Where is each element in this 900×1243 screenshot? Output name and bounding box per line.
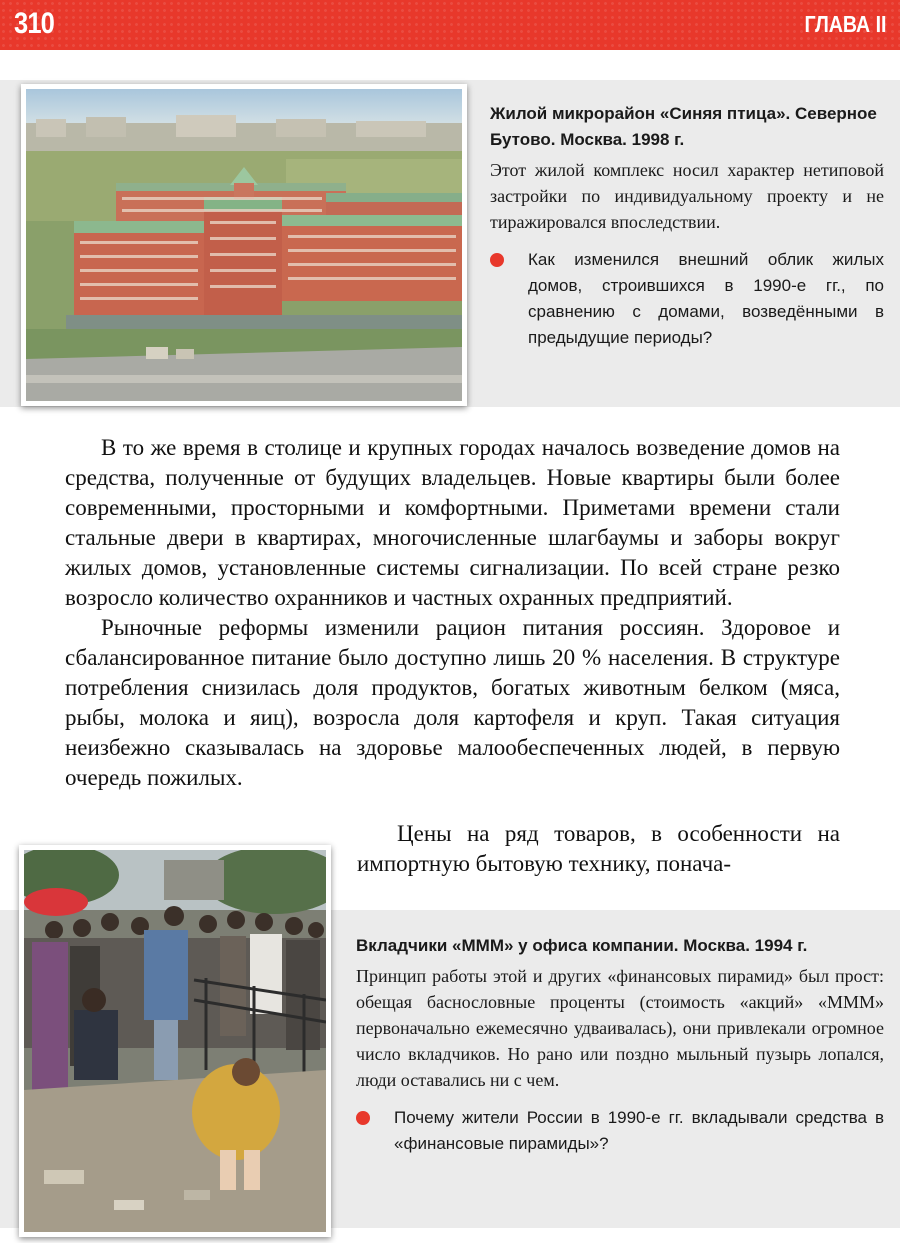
question-text: Как изменился внешний облик жилых домов, строившихся в 1990-е гг., по сравнению с домами, возведёнными в предыдущие периоды?: [528, 250, 884, 347]
question-text: Почему жители России в 1990-е гг. вкладывали средства в «финансовые пирамиды»?: [394, 1108, 884, 1153]
caption-residential-question: [490, 247, 884, 351]
bullet-dot-icon: [490, 253, 504, 267]
paragraph: Рыночные реформы изменили рацион питания россиян. Здоровое и сбалансированное питание было доступно лишь 20 % населения. В структуре потребления снизилась доля продуктов, богатых животным белком (мяса, рыбы, молока и яиц), возросла доля картофеля и круп. Такая ситуация неизбежно сказывалась на здоровье малообеспеченных людей, в первую очередь пожилых.: [65, 615, 840, 790]
caption-mmm-question: [356, 1105, 884, 1157]
photo-mmm-depositors: [19, 845, 331, 1237]
caption-residential-title: Жилой микрорайон «Синяя птица». Северное Бутово. Москва. 1998 г.: [490, 104, 877, 149]
residential-district-illustration: [26, 89, 462, 401]
paragraph-continuation: Цены на ряд товаров, в особенности на импортную бытовую технику, понача-: [357, 821, 840, 876]
paragraph: В то же время в столице и крупных городах началось возведение домов на средства, полученные от будущих владельцев. Новые квартиры были более современными, просторными и комфортными. Приметами времени стали стальные двери в квартирах, многочисленные шлагбаумы и заборы вокруг жилых домов, установленные системы сигнализации. По всей стране резко возросло количество охранников и частных охранных предприятий.: [65, 435, 840, 610]
caption-residential-text: Этот жилой комплекс носил характер нетиповой застройки по индивидуальному проекту и не тиражировался впоследствии.: [490, 160, 884, 232]
photo-residential-district: [21, 84, 467, 406]
caption-mmm: [356, 933, 884, 1157]
main-text: [65, 433, 840, 793]
caption-residential: [490, 101, 884, 351]
caption-mmm-text: Принцип работы этой и других «финансовых пирамид» был прост: обещая баснословные проценты (стоимость «акций» «МММ» первоначально ежемесячно удваивалась), они привлекали огромное число вкладчиков. Но рано или поздно мыльный пузырь лопался, люди оставались ни с чем.: [356, 966, 884, 1090]
bullet-dot-icon: [356, 1111, 370, 1125]
chapter-label: ГЛАВА II: [804, 11, 886, 37]
page-number: 310: [14, 7, 55, 40]
crowd-illustration: [24, 850, 326, 1232]
caption-mmm-title: Вкладчики «МММ» у офиса компании. Москва. 1994 г.: [356, 936, 808, 955]
page-header: [0, 0, 900, 50]
